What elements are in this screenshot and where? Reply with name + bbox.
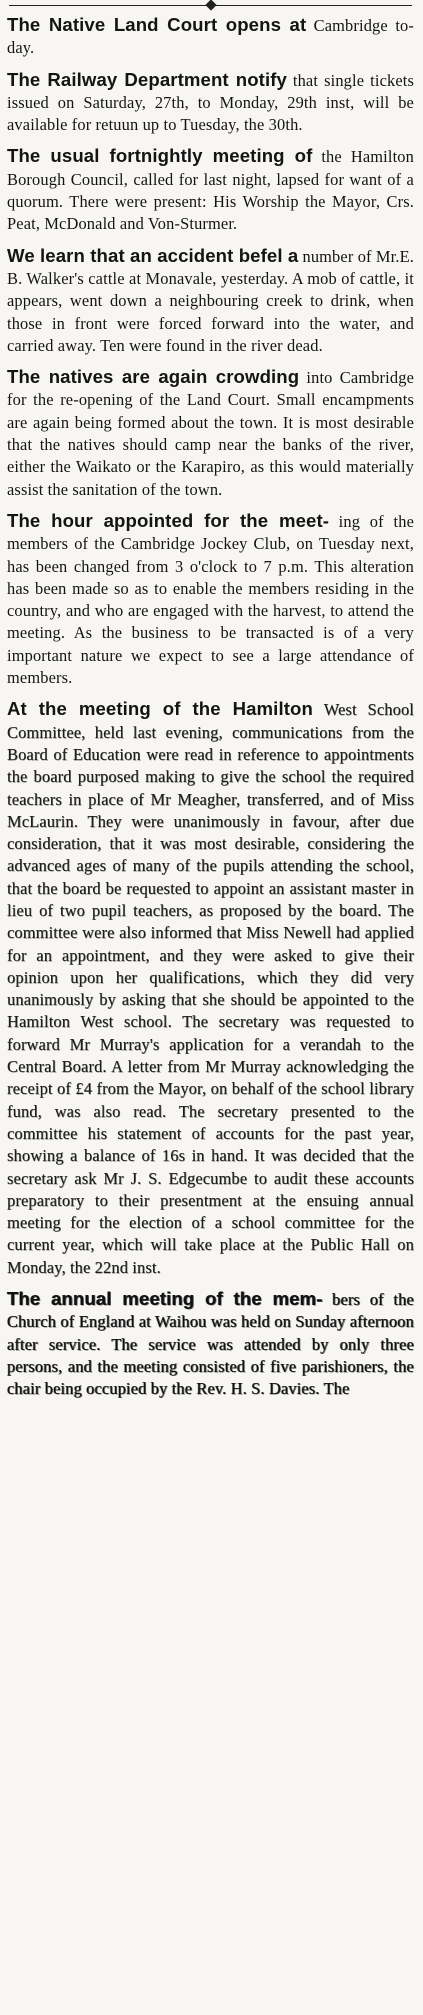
diamond-ornament-icon <box>205 0 216 11</box>
item-headline: The Railway Department notify <box>7 68 287 90</box>
news-item-land-court <box>7 14 414 60</box>
news-item-church-meeting <box>7 1288 414 1400</box>
news-item-borough-council <box>7 145 414 235</box>
item-body: the Hamilton Borough Council, called for last night, lapsed for want of a quorum. There were present: His Worship the Mayor, Crs. Peat, McDonald and Von-Sturmer. <box>7 147 414 234</box>
item-body: into Cambridge for the re-opening of the Land Court. Small encampments are again being formed about the town. It is most desirable that the natives should camp near the banks of the river, either the Waikato or the Karapiro, as this would materially assist the sanitation of the town. <box>7 368 414 499</box>
item-body: West School Committee, held last evening, communications from the Board of Education were read in reference to appointments the board purposed making to give the school the required teachers in place of Mr Meagher, transferred, and of Miss McLaurin. They were unanimously in favour, after due consideration, that it was most desirable, considering the advanced ages of many of the pupils attending the school, that the board be requested to appoint an assistant master in lieu of two pupil teachers, as proposed by the board. The committee were also informed that Miss Newell had applied for an appointment, and they were asked to give their opinion upon her qualifications, which they did very unanimously by asking that she should be appointed to the Hamilton West school. The secretary was requested to forward Mr Murray's application for a verandah to the Central Board. A letter from Mr Murray acknowledging the receipt of £4 from the Mayor, on behalf of the school library fund, was also read. The secretary presented to the committee his statement of accounts for the past year, showing a balance of 16s in hand. It was decided that the secretary ask Mr J. S. Edgecumbe to audit these accounts preparatory to their presentment at the ensuing annual meeting for the election of a school committee for the current year, which will take place at the Public Hall on Monday, the 22nd inst. <box>7 700 414 1277</box>
item-headline: We learn that an accident befel a <box>7 244 299 266</box>
item-headline: The annual meeting of the mem- <box>7 1288 323 1310</box>
item-headline: The Native Land Court opens at <box>7 14 307 35</box>
item-body: ing of the members of the Cambridge Jockey Club, on Tuesday next, has been changed from 3 o'clock to 7 p.m. This alteration has been made so as to enable the members residing in the country, and who are engaged with the harvest, to attend the meeting. As the business to be transacted is of a very important nature we expect to see a large attendance of members. <box>7 511 414 688</box>
item-headline: At the meeting of the Hamilton <box>7 698 313 720</box>
news-item-school-committee <box>7 698 414 1279</box>
news-item-natives-crowding <box>7 366 414 501</box>
column-top-rule <box>9 0 412 12</box>
item-body: Cambridge to-day. <box>7 16 414 58</box>
item-headline: The usual fortnightly meeting of <box>7 145 313 167</box>
item-headline: The hour appointed for the meet- <box>7 509 330 531</box>
news-item-jockey-club <box>7 510 414 689</box>
news-item-railway <box>7 69 414 137</box>
item-body: that single tickets issued on Saturday, 27th, to Monday, 29th inst, will be available for retuun up to Tuesday, the 30th. <box>7 70 415 135</box>
item-headline: The natives are again crowding <box>7 366 300 388</box>
news-item-cattle-accident <box>7 245 414 357</box>
item-body: bers of the Church of England at Waihou was held on Sunday afternoon after service. The service was attended by only three persons, and the meeting consisted of five parishioners, the chair being occupied by the Rev. H. S. Davies. The <box>7 1290 414 1399</box>
item-body: number of Mr.E. B. Walker's cattle at Monavale, yesterday. A mob of cattle, it appears, went down a neighbouring creek to drink, when those in front were forced forward into the water, and carried away. Ten were found in the river dead. <box>7 246 414 355</box>
